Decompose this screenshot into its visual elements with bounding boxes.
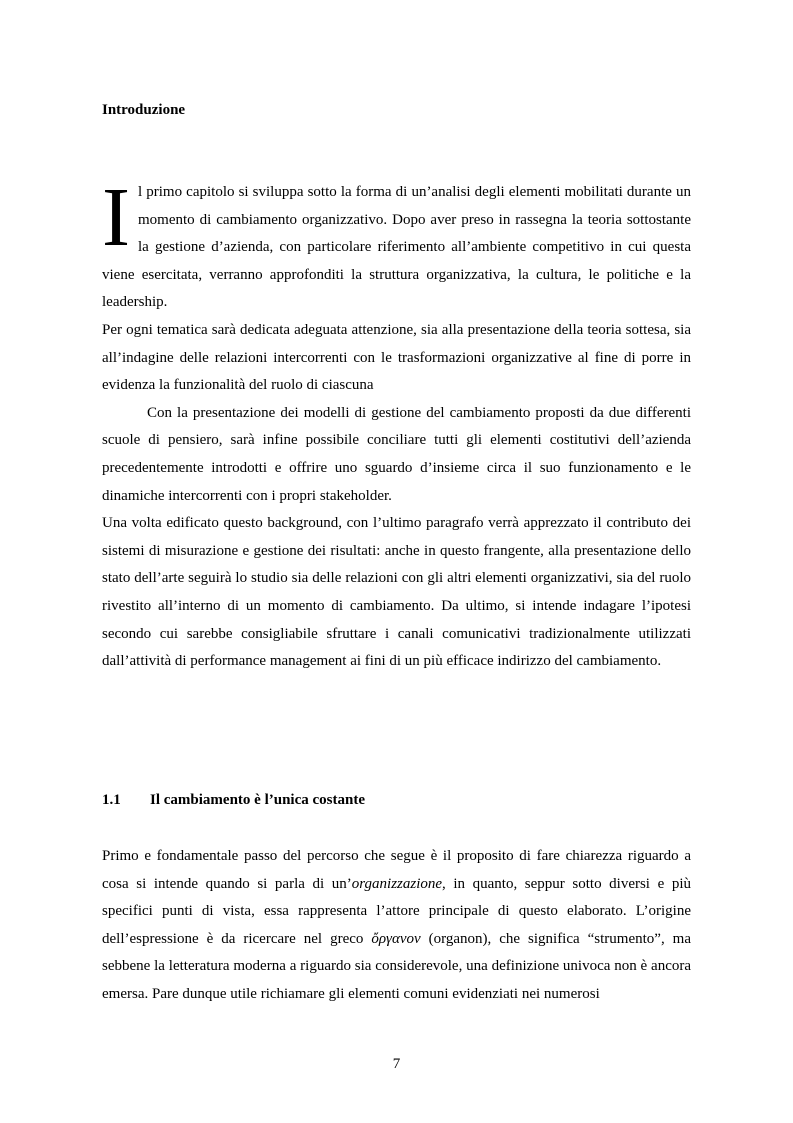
section-text-3: (organon), che significa “strumento”, ma sebbene la letteratura moderna a riguardo sia considerevole, una definizione univoca non è ancora emersa. Pare dunque utile richiamare gli elementi comuni evidenziati nei numerosi [102,930,691,1002]
section-italic-term: organizzazione [351,875,443,892]
intro-paragraph-3: Con la presentazione dei modelli di gestione del cambiamento proposti da due differenti scuole di pensiero, sarà infine possibile conciliare tutti gli elementi costitutivi dell’azienda precedentemente introdotti e offrire uno sguardo d’insieme circa il suo funzionamento e le dinamiche intercorrenti con i propri stakeholder. [102,404,691,504]
intro-heading: Introduzione [102,102,186,118]
section-number: 1.1 [102,792,121,808]
intro-body [102,171,691,676]
intro-paragraph-1 [102,171,691,317]
section-text-2: , in quanto, seppur sotto diversi e più specifici punti di vista, essa rappresenta l’attore principale di questo elaborato. L’origine dell’espressione è da ricercare nel greco [102,875,691,947]
intro-paragraph-1-text: l primo capitolo si sviluppa sotto la forma di un’analisi degli elementi mobilitati durante un momento di cambiamento organizzativo. Dopo aver preso in rassegna la teoria sottostante la gestione d’azienda, con particolare riferimento all’ambiente competitivo in cui questa viene esercitata, verranno approfonditi la struttura organizzativa, la cultura, le politiche e la leadership. [102,184,691,311]
section-heading [102,792,365,809]
section-paragraph [102,843,691,1009]
intro-paragraph-2: Per ogni tematica sarà dedicata adeguata attenzione, sia alla presentazione della teoria sottesa, sia all’indagine delle relazioni intercorrenti con le trasformazioni organizzative al fine di porre in evidenza la funzionalità del ruolo di ciascuna [102,321,691,394]
page-number: 7 [392,1056,401,1072]
section-greek-term: ὄργανον [371,930,421,947]
section-body [102,843,691,1009]
section-title: Il cambiamento è l’unica costante [150,792,365,808]
intro-paragraph-4: Una volta edificato questo background, con l’ultimo paragrafo verrà apprezzato il contributo dei sistemi di misurazione e gestione dei risultati: anche in questo frangente, alla presentazione dello stato dell’arte seguirà lo studio sia delle relazioni con gli altri elementi organizzativi, sia del ruolo rivestito all’interno di un momento di cambiamento. Da ultimo, si intende indagare l’ipotesi secondo cui sarebbe consigliabile sfruttare i canali comunicativi tradizionalmente utilizzati dall’attività di performance management ai fini di un più efficace indirizzo del cambiamento. [102,515,691,670]
section-text-1: Primo e fondamentale passo del percorso che segue è il proposito di fare chiarezza riguardo a cosa si intende quando si parla di un’ [102,848,691,892]
drop-cap: I [102,171,130,264]
